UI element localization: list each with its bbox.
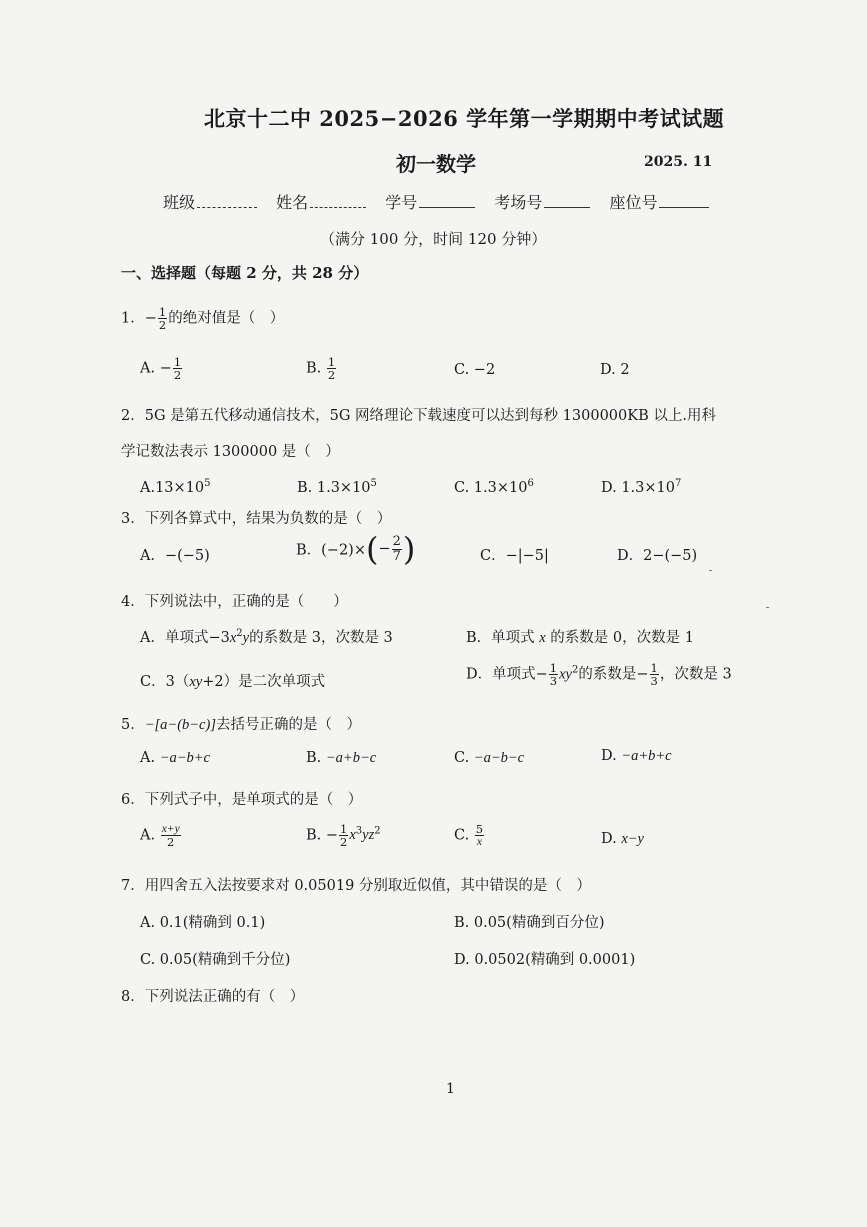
q7-option-b[interactable]: B. 0.05(精确到百分位)	[454, 915, 605, 931]
variable-x: x	[229, 630, 237, 646]
seat-label: 座位号	[609, 193, 658, 212]
question-5	[121, 713, 361, 734]
variable-y: y	[242, 630, 250, 646]
q3-option-a[interactable]: A．−(−5)	[140, 548, 210, 564]
q3-option-d[interactable]: D．2−(−5)	[617, 548, 698, 564]
q7-option-a[interactable]: A. 0.1(精确到 0.1)	[140, 915, 266, 931]
exponent: 2	[571, 664, 579, 676]
q5-option-d[interactable]	[601, 748, 672, 765]
option-text: C．3（	[140, 674, 190, 690]
q4-option-d[interactable]	[466, 662, 732, 687]
option-expression: −a+b+c	[621, 748, 672, 764]
left-paren: (	[366, 530, 379, 568]
q5-option-c[interactable]	[454, 750, 524, 767]
minus-sign: −	[378, 541, 391, 557]
fraction-denominator: 2	[167, 835, 175, 850]
q3-option-c[interactable]: C．−|−5|	[480, 548, 549, 564]
fraction-numerator: 1	[650, 661, 658, 675]
question-1-minus: −	[144, 310, 157, 327]
fraction-denominator: 7	[392, 548, 401, 564]
fraction-denominator: 2	[327, 368, 336, 383]
right-paren: )	[402, 530, 416, 568]
exam-room-blank[interactable]	[544, 193, 590, 208]
question-4: 4．下列说法中，正确的是（ ）	[121, 594, 348, 610]
option-text: 的系数是 0，次数是 1	[545, 630, 694, 646]
option-label: A. −	[140, 360, 172, 377]
option-exponent: 5	[204, 478, 211, 489]
q5-option-b[interactable]	[306, 750, 376, 767]
option-text: +2）是二次单项式	[202, 674, 326, 690]
question-8: 8．下列说法正确的有（ ）	[121, 989, 305, 1005]
q6-option-c[interactable]	[454, 823, 485, 848]
q1-option-c[interactable]: C. −2	[454, 362, 496, 378]
q7-option-c[interactable]: C. 0.05(精确到千分位)	[140, 952, 291, 968]
option-exponent: 7	[675, 478, 682, 489]
fraction-numerator: 1	[173, 355, 182, 369]
question-6: 6．下列式子中，是单项式的是（ ）	[121, 792, 363, 808]
fraction-numerator: 1	[327, 355, 336, 369]
fraction-numerator: 1	[158, 305, 167, 319]
question-1-stem: 的绝对值是（ ）	[168, 310, 285, 327]
option-label: A.	[140, 827, 156, 844]
exam-room-label: 考场号	[494, 193, 543, 212]
scan-speck	[766, 607, 769, 608]
question-5-number: 5．	[121, 717, 145, 733]
question-1-number: 1．	[121, 310, 145, 327]
q2-option-c[interactable]	[454, 478, 534, 496]
exam-date: 2025. 11	[644, 154, 713, 170]
option-base: C. 1.3×10	[454, 479, 528, 496]
question-1	[121, 306, 284, 331]
option-label: C.	[454, 827, 470, 844]
exam-title: 北京十二中 2025−2026 学年第一学期期中考试试题	[204, 106, 725, 131]
q4-option-b[interactable]	[466, 626, 694, 647]
option-expression: −a−b+c	[159, 750, 210, 766]
q2-option-a[interactable]	[140, 478, 211, 496]
variable-xy: xy	[189, 674, 203, 690]
option-label: B.	[306, 360, 326, 377]
section-heading: 一、选择题（每题 2 分，共 28 分）	[121, 264, 369, 282]
fraction-numerator: x+y	[161, 823, 180, 835]
exponent: 2	[374, 825, 381, 837]
option-fraction	[475, 823, 484, 848]
student-id-blank[interactable]	[419, 193, 475, 208]
page-number: 1	[446, 1081, 455, 1097]
variable-yz: yz	[362, 827, 375, 844]
q6-option-b[interactable]	[306, 823, 381, 848]
fraction-denominator: 2	[340, 835, 348, 850]
exponent: 3	[355, 825, 363, 837]
question-5-stem: 去括号正确的是（ ）	[215, 717, 361, 733]
q1-option-a[interactable]	[140, 356, 183, 381]
q5-option-a[interactable]	[140, 750, 210, 767]
option-label: D.	[601, 831, 622, 847]
q7-option-d[interactable]: D. 0.0502(精确到 0.0001)	[454, 952, 636, 968]
fraction-denominator: 2	[158, 318, 167, 333]
option-text: A．单项式−3	[140, 630, 230, 646]
option-expression: x−y	[621, 831, 644, 847]
class-label: 班级	[163, 193, 196, 212]
option-label: B.	[306, 750, 326, 766]
student-id-label: 学号	[385, 193, 418, 212]
option-text: B．单项式	[466, 630, 540, 646]
option-expression: −a+b−c	[325, 750, 377, 766]
option-label: A.	[140, 750, 160, 766]
option-label: B. −	[306, 827, 339, 844]
q6-option-d[interactable]	[601, 831, 644, 848]
name-label: 姓名	[276, 193, 309, 212]
scan-speck	[709, 570, 712, 571]
exponent: 2	[236, 628, 243, 640]
fraction-denominator: 2	[173, 368, 182, 383]
fraction-numerator: 5	[475, 822, 484, 836]
question-1-fraction	[158, 306, 167, 331]
option-text: 的系数是 3，次数是 3	[249, 630, 393, 646]
question-3: 3．下列各算式中，结果为负数的是（ ）	[121, 511, 392, 527]
question-5-expression: −[a−(b−c)]	[144, 717, 216, 733]
fraction-denominator: 3	[650, 674, 658, 689]
question-2-line1: 2．5G 是第五代移动通信技术，5G 网络理论下载速度可以达到每秒 1300000KB 以上.用科	[121, 408, 716, 424]
question-2-line2: 学记数法表示 1300000 是（ ）	[121, 444, 340, 460]
option-label: B．(−2)×	[296, 542, 366, 559]
option-text: 的系数是−	[578, 666, 649, 683]
option-fraction	[650, 662, 659, 687]
option-text: D．单项式−	[466, 666, 548, 683]
variable-xy: xy	[559, 666, 572, 683]
q2-option-d[interactable]	[601, 478, 681, 496]
option-fraction	[161, 823, 181, 848]
option-fraction	[173, 356, 182, 381]
q1-option-d[interactable]: D. 2	[600, 362, 630, 378]
option-fraction	[549, 662, 558, 687]
score-time-note: （满分 100 分，时间 120 分钟）	[320, 230, 547, 248]
variable-x: x	[349, 827, 356, 844]
option-fraction	[339, 823, 348, 848]
fraction-denominator: 3	[549, 674, 558, 689]
fraction-numerator: 1	[549, 661, 558, 675]
fraction-numerator: 2	[392, 533, 401, 549]
option-label: D.	[601, 748, 622, 764]
subject-title: 初一数学	[396, 152, 476, 176]
q1-option-b[interactable]	[306, 356, 337, 381]
option-text: ，次数是 3	[659, 666, 732, 683]
fraction-numerator: 1	[340, 822, 348, 836]
class-blank[interactable]	[197, 193, 257, 208]
option-base: A.13×10	[140, 479, 205, 496]
option-base: B. 1.3×10	[297, 479, 371, 496]
q6-option-a[interactable]	[140, 823, 182, 848]
option-exponent: 5	[370, 478, 377, 489]
option-exponent: 6	[527, 478, 534, 489]
option-fraction	[327, 356, 336, 381]
fraction-denominator: x	[476, 836, 483, 849]
name-blank[interactable]	[310, 193, 366, 208]
option-label: C.	[454, 750, 474, 766]
q4-option-c[interactable]	[140, 670, 325, 691]
variable-x: x	[539, 630, 546, 646]
q2-option-b[interactable]	[297, 478, 377, 496]
option-base: D. 1.3×10	[601, 479, 675, 496]
q4-option-a[interactable]	[140, 626, 393, 647]
student-info-row	[163, 190, 709, 213]
option-fraction	[392, 535, 402, 563]
option-expression: −a−b−c	[473, 750, 525, 766]
question-7: 7．用四舍五入法按要求对 0.05019 分别取近似值，其中错误的是（ ）	[121, 878, 591, 894]
q3-option-b[interactable]	[296, 530, 416, 568]
seat-blank[interactable]	[659, 193, 709, 208]
